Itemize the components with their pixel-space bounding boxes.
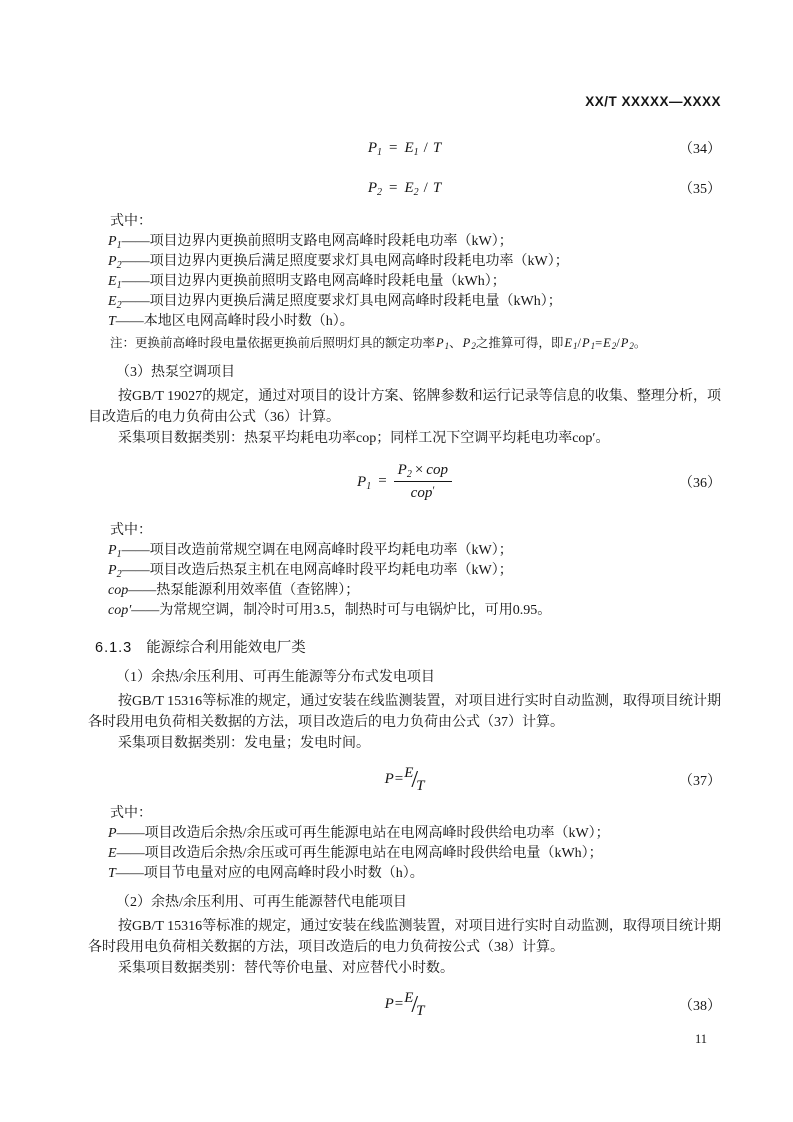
list-item-title-2: （2）余热/余压利用、可再生能源替代电能项目 [116,895,407,910]
definition-desc: ——项目改造前常规空调在电网高峰时段平均耗电功率（kW）； [121,543,513,558]
equation-row-38 [88,985,721,1025]
subscript: 1 [377,146,382,158]
var: T [416,1003,425,1019]
note [88,334,721,352]
equals-sign: = [378,473,387,490]
fraction-denominator [394,482,452,504]
formula-35 [368,180,441,197]
formula-number: （36） [679,476,721,491]
var: P [367,139,377,156]
note-text: 注：更换前高峰时段电量依据更换前后照明灯具的额定功率 [110,336,436,350]
var: T [416,778,425,794]
definition-term: P [108,543,117,558]
definition-term-subscript: 2 [116,569,122,580]
var: P [357,473,367,490]
definition-desc: ——项目改造后热泵主机在电网高峰时段平均耗电功率（kW）； [121,563,513,578]
note-subscript: 2 [629,341,634,351]
var: cop [426,461,448,478]
data-collection-line: 采集项目数据类别：发电量；发电时间。 [118,736,370,751]
equals-sign: = [389,139,398,156]
definition-item [88,252,721,272]
where-label: 式中： [110,806,152,821]
paragraph: 按GB/T 19027的规定，通过对项目的设计方案、铭牌参数和运行记录等信息的收集、整理分析，项目改造后的电力负荷由公式（36）计算。 [88,389,721,425]
var: T [432,139,442,156]
definition-term: T [108,314,116,329]
formula-34 [368,140,441,157]
data-collection-line: 采集项目数据类别：替代等价电量、对应替代小时数。 [118,961,454,976]
definition-desc: ——热泵能源利用效率值（查铭牌）； [128,583,360,598]
section-title: 能源综合利用能效电厂类 [146,640,306,656]
definition-desc: ——项目边界内更换后满足照度要求灯具电网高峰时段耗电量（kWh）； [121,294,562,309]
note-subscript: 2 [611,341,617,351]
definition-term: cop′ [108,603,132,618]
formula-36 [357,461,452,504]
formula-number: （34） [679,142,721,157]
var: P [397,461,407,478]
definition-item [88,864,721,884]
definition-item [88,581,721,601]
note-var: P [620,336,629,350]
formula-number: （37） [679,774,721,789]
note-var: E [564,336,572,350]
definition-item [88,292,721,312]
var: E [404,179,414,196]
definition-item [88,844,721,864]
var: E [404,990,414,1006]
subscript: 2 [406,468,412,480]
definition-term-subscript: 1 [116,240,122,251]
where-label: 式中： [110,523,152,538]
prime-mark: ′ [432,483,435,497]
equation-row-36 [88,457,721,507]
definition-desc: ——项目节电量对应的电网高峰时段小时数（h）。 [115,866,424,881]
section-heading [88,637,721,659]
definition-term: cop [108,583,129,598]
note-slash: / [616,336,620,350]
data-collection-line: 采集项目数据类别：热泵平均耗电功率cop；同样工况下空调平均耗电功率cop′。 [118,431,610,446]
note-text: 。 [633,336,647,350]
note-slash: / [577,336,581,350]
list-item-title-1: （1）余热/余压利用、可再生能源等分布式发电项目 [116,670,435,685]
definition-term-subscript: 1 [116,549,122,560]
doc-code-header: XX/T XXXXX—XXXX [585,94,721,109]
note-var: P [462,336,471,350]
definition-desc: ——项目改造后余热/余压或可再生能源电站在电网高峰时段供给电量（kWh）； [116,846,603,861]
definition-item [88,232,721,252]
var: T [432,179,442,196]
definition-item [88,272,721,292]
diagonal-fraction: E/T [404,990,425,1019]
note-subscript: 1 [590,341,596,351]
definition-term: E [108,846,117,861]
var: P [384,771,394,787]
definition-term: E [108,294,117,309]
fraction [394,461,452,504]
note-var: P [581,336,590,350]
subscript: 1 [413,146,419,158]
subscript: 1 [366,480,372,492]
definition-desc: ——项目边界内更换前照明支路电网高峰时段耗电量（kWh）； [121,274,506,289]
note-text: 之推算可得，即 [475,336,564,350]
definition-desc: ——为常规空调，制冷时可用3.5，制热时可与电锅炉比，可用0.95。 [131,603,552,618]
equals-sign: = [394,771,404,787]
note-subscript: 1 [572,341,578,351]
equals-sign: = [394,996,404,1012]
definition-term: P [108,826,117,841]
definition-item [88,601,721,621]
formula-38 [385,990,425,1020]
equals-sign: = [389,179,398,196]
var: E [404,139,414,156]
formula-37 [385,765,425,795]
divide-slash: / [423,179,428,196]
paragraph: 按GB/T 15316等标准的规定，通过安装在线监测装置，对项目进行实时自动监测，取得项目统计期各时段用电负荷相关数据的方法，项目改造后的电力负荷由公式（37）计算。 [88,694,721,730]
divide-slash: / [423,139,428,156]
page-number: 11 [694,1032,707,1046]
note-var: P [436,336,444,350]
definition-item [88,561,721,581]
paragraph: 按GB/T 15316等标准的规定，通过安装在线监测装置，对项目进行实时自动监测，取得项目统计期各时段用电负荷相关数据的方法，项目改造后的电力负荷按公式（38）计算。 [88,919,721,955]
definition-term: P [108,234,117,249]
where-label: 式中： [110,214,152,229]
definition-term: E [108,274,117,289]
note-text: 、 [449,336,462,350]
definition-item [88,312,721,332]
definition-term-subscript: 2 [116,300,122,311]
note-var: E [603,336,611,350]
definition-desc: ——项目边界内更换前照明支路电网高峰时段耗电功率（kW）； [121,234,513,249]
definition-desc: ——项目边界内更换后满足照度要求灯具电网高峰时段耗电功率（kW）； [121,254,569,269]
equation-row-35 [88,176,721,200]
definition-desc: ——本地区电网高峰时段小时数（h）。 [115,314,354,329]
var: E [404,765,414,781]
multiply-sign: × [414,461,424,478]
fraction-numerator [394,461,452,483]
definition-term-subscript: 1 [116,280,122,291]
var: P [384,996,394,1012]
definition-desc: ——项目改造后余热/余压或可再生能源电站在电网高峰时段供给电功率（kW）； [116,826,610,841]
definition-item [88,541,721,561]
equation-row-34 [88,136,721,160]
var: P [367,179,377,196]
list-item-title-3: （3）热泵空调项目 [116,365,235,380]
definition-term: P [108,254,117,269]
diagonal-fraction: E/T [404,765,425,794]
note-subscript: 2 [471,341,476,351]
note-subscript: 1 [444,341,450,351]
definition-term: P [108,563,117,578]
formula-number: （35） [679,182,721,197]
var: cop [410,485,433,501]
subscript: 2 [377,186,382,198]
equation-row-37 [88,760,721,800]
formula-number: （38） [679,999,721,1014]
definition-term: T [108,866,116,881]
definition-term-subscript: 2 [116,260,122,271]
section-number: 6.1.3 [95,640,133,656]
subscript: 2 [413,186,419,198]
definition-item [88,824,721,844]
note-equals: = [595,336,603,350]
